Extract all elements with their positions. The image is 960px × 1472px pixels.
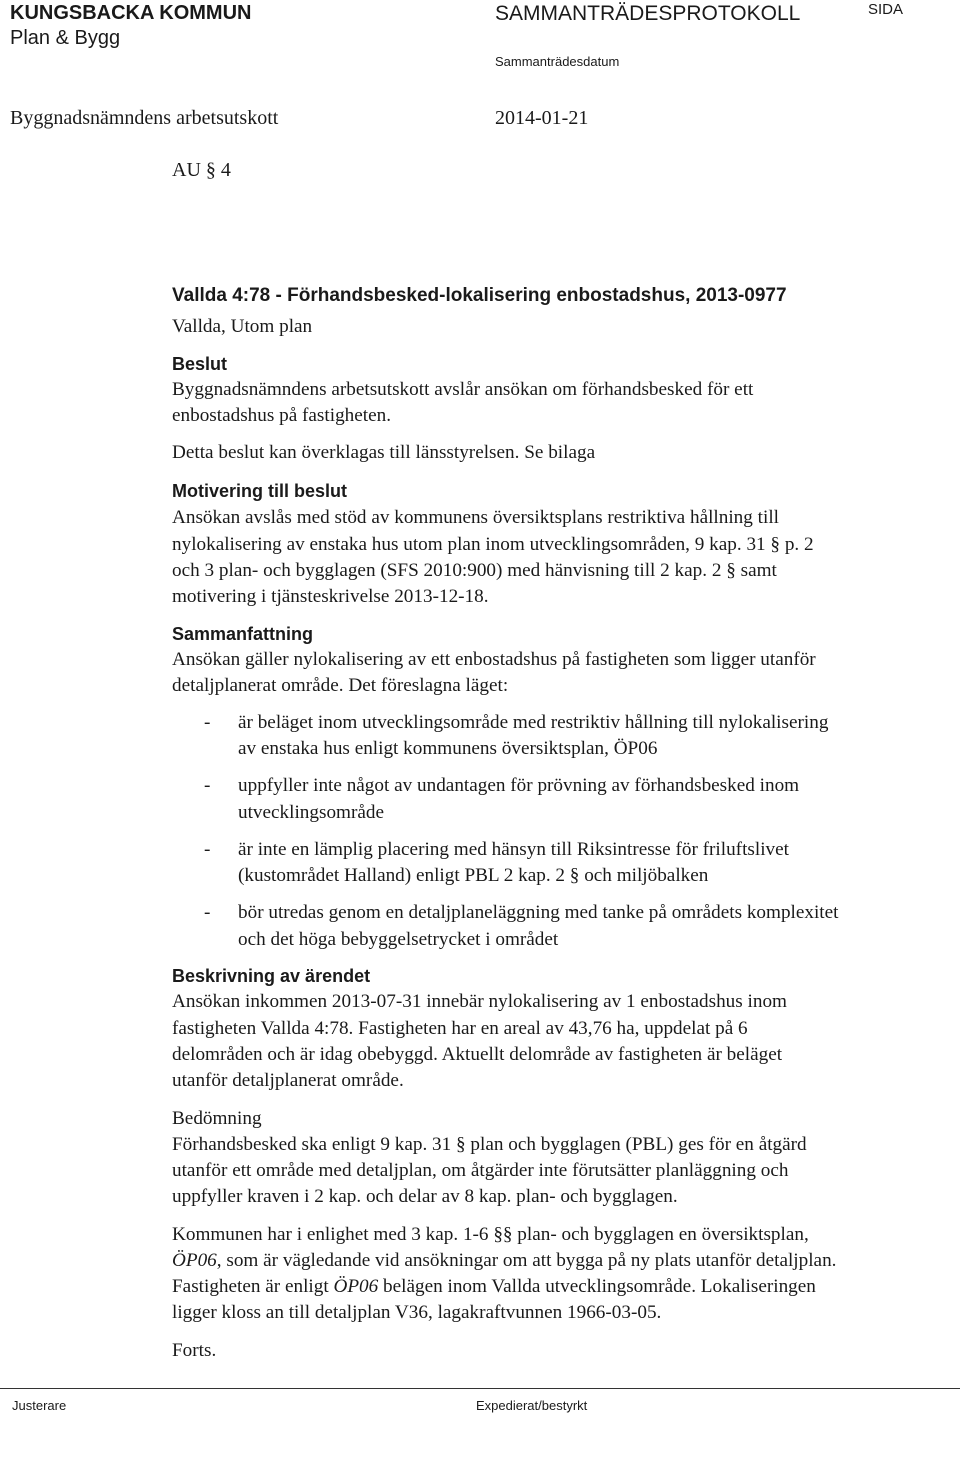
motivering-heading: Motivering till beslut: [172, 481, 348, 501]
beskrivning-line: Ansökan inkommen 2013-07-31 innebär nylokalisering av 1 enbostadshus inom: [172, 991, 787, 1012]
bullet-line: utvecklingsområde: [238, 802, 384, 823]
sammanfattning-heading: Sammanfattning: [172, 624, 314, 644]
bullet-line: och det höga bebyggelsetrycket i området: [238, 929, 559, 950]
justerare-label: Justerare: [12, 1398, 67, 1413]
paragraph-id: AU § 4: [172, 159, 231, 181]
case-location: Vallda, Utom plan: [172, 316, 313, 337]
bullet-dash: -: [204, 839, 211, 860]
bedomning-line: Förhandsbesked ska enligt 9 kap. 31 § plan och bygglagen (PBL) ges för en åtgärd: [172, 1134, 807, 1155]
bedomning-line: uppfyller kraven i 2 kap. och delar av 8 kap. plan- och bygglagen.: [172, 1186, 678, 1207]
appeal-text: Detta beslut kan överklagas till länsstyrelsen. Se bilaga: [172, 442, 596, 463]
bedomning-line: [172, 1250, 836, 1272]
beslut-heading: Beslut: [172, 354, 228, 374]
footer-divider: [0, 1388, 960, 1389]
bedomning-line: ligger kloss an till detaljplan V36, lagakraftvunnen 1966-03-05.: [172, 1302, 662, 1323]
beskrivning-line: fastigheten Vallda 4:78. Fastigheten har en areal av 43,76 ha, uppdelat på 6: [172, 1018, 748, 1039]
bullet-line: är inte en lämplig placering med hänsyn till Riksintresse för friluftslivet: [238, 839, 789, 860]
bedomning-heading: Bedömning: [172, 1108, 262, 1129]
meeting-date: 2014-01-21: [495, 107, 589, 129]
plan-name-emphasis: ÖP06: [172, 1250, 217, 1271]
sammanfattning-line: detaljplanerat område. Det föreslagna läget:: [172, 675, 509, 696]
sammanfattning-line: Ansökan gäller nylokalisering av ett enbostadshus på fastigheten som ligger utanför: [172, 649, 816, 670]
beslut-line: enbostadshus på fastigheten.: [172, 405, 392, 426]
bullet-dash: -: [204, 712, 211, 733]
date-label: Sammanträdesdatum: [495, 54, 620, 69]
motivering-line: motivering i tjänsteskrivelse 2013-12-18.: [172, 586, 489, 607]
bullet-line: bör utredas genom en detaljplaneläggning med tanke på områdets komplexitet: [238, 902, 839, 923]
bullet-dash: -: [204, 775, 211, 796]
beskrivning-line: delområden och är idag obebyggd. Aktuellt delområde av fastigheten är beläget: [172, 1044, 783, 1065]
bedomning-line: [172, 1276, 816, 1298]
page-label: SIDA: [868, 1, 904, 18]
bullet-line: uppfyller inte något av undantagen för prövning av förhandsbesked inom: [238, 775, 800, 796]
continued-note: Forts.: [172, 1340, 217, 1361]
motivering-line: nylokalisering av enstaka hus utom plan inom utvecklingsområden, 9 kap. 31 § p. 2: [172, 534, 814, 555]
bedomning-text: belägen inom Vallda utvecklingsområde. Lokaliseringen: [378, 1276, 816, 1297]
beskrivning-line: utanför detaljplanerat område.: [172, 1070, 404, 1091]
committee-name: Byggnadsnämndens arbetsutskott: [10, 107, 279, 129]
motivering-line: och 3 plan- och bygglagen (SFS 2010:900) med hänvisning till 2 kap. 2 § samt: [172, 560, 777, 581]
beskrivning-heading: Beskrivning av ärendet: [172, 966, 371, 986]
bedomning-text: , som är vägledande vid ansökningar om att bygga på ny plats utanför detaljplan.: [216, 1250, 837, 1271]
bullet-dash: -: [204, 902, 211, 923]
bullet-line: (kustområdet Halland) enligt PBL 2 kap. 2 § och miljöbalken: [238, 865, 709, 886]
expedierat-label: Expedierat/bestyrkt: [476, 1398, 588, 1413]
bedomning-line: Kommunen har i enlighet med 3 kap. 1-6 §§ plan- och bygglagen en översiktsplan,: [172, 1224, 809, 1245]
case-title: Vallda 4:78 - Förhandsbesked-lokalisering enbostadshus, 2013-0977: [172, 285, 787, 306]
beslut-line: Byggnadsnämndens arbetsutskott avslår ansökan om förhandsbesked för ett: [172, 379, 754, 400]
bedomning-text: Fastigheten är enligt: [172, 1276, 334, 1297]
bullet-line: av enstaka hus enligt kommunens översiktsplan, ÖP06: [238, 738, 658, 759]
plan-name-emphasis: ÖP06: [333, 1276, 379, 1297]
bedomning-line: utanför ett område med detaljplan, om åtgärder inte förutsätter planläggning och: [172, 1160, 789, 1181]
department-name: Plan & Bygg: [10, 27, 121, 49]
motivering-line: Ansökan avslås med stöd av kommunens översiktsplans restriktiva hållning till: [172, 507, 779, 528]
document-type: SAMMANTRÄDESPROTOKOLL: [495, 2, 801, 25]
organization-name: KUNGSBACKA KOMMUN: [10, 2, 252, 24]
bullet-line: är beläget inom utvecklingsområde med restriktiv hållning till nylokalisering: [238, 712, 829, 733]
